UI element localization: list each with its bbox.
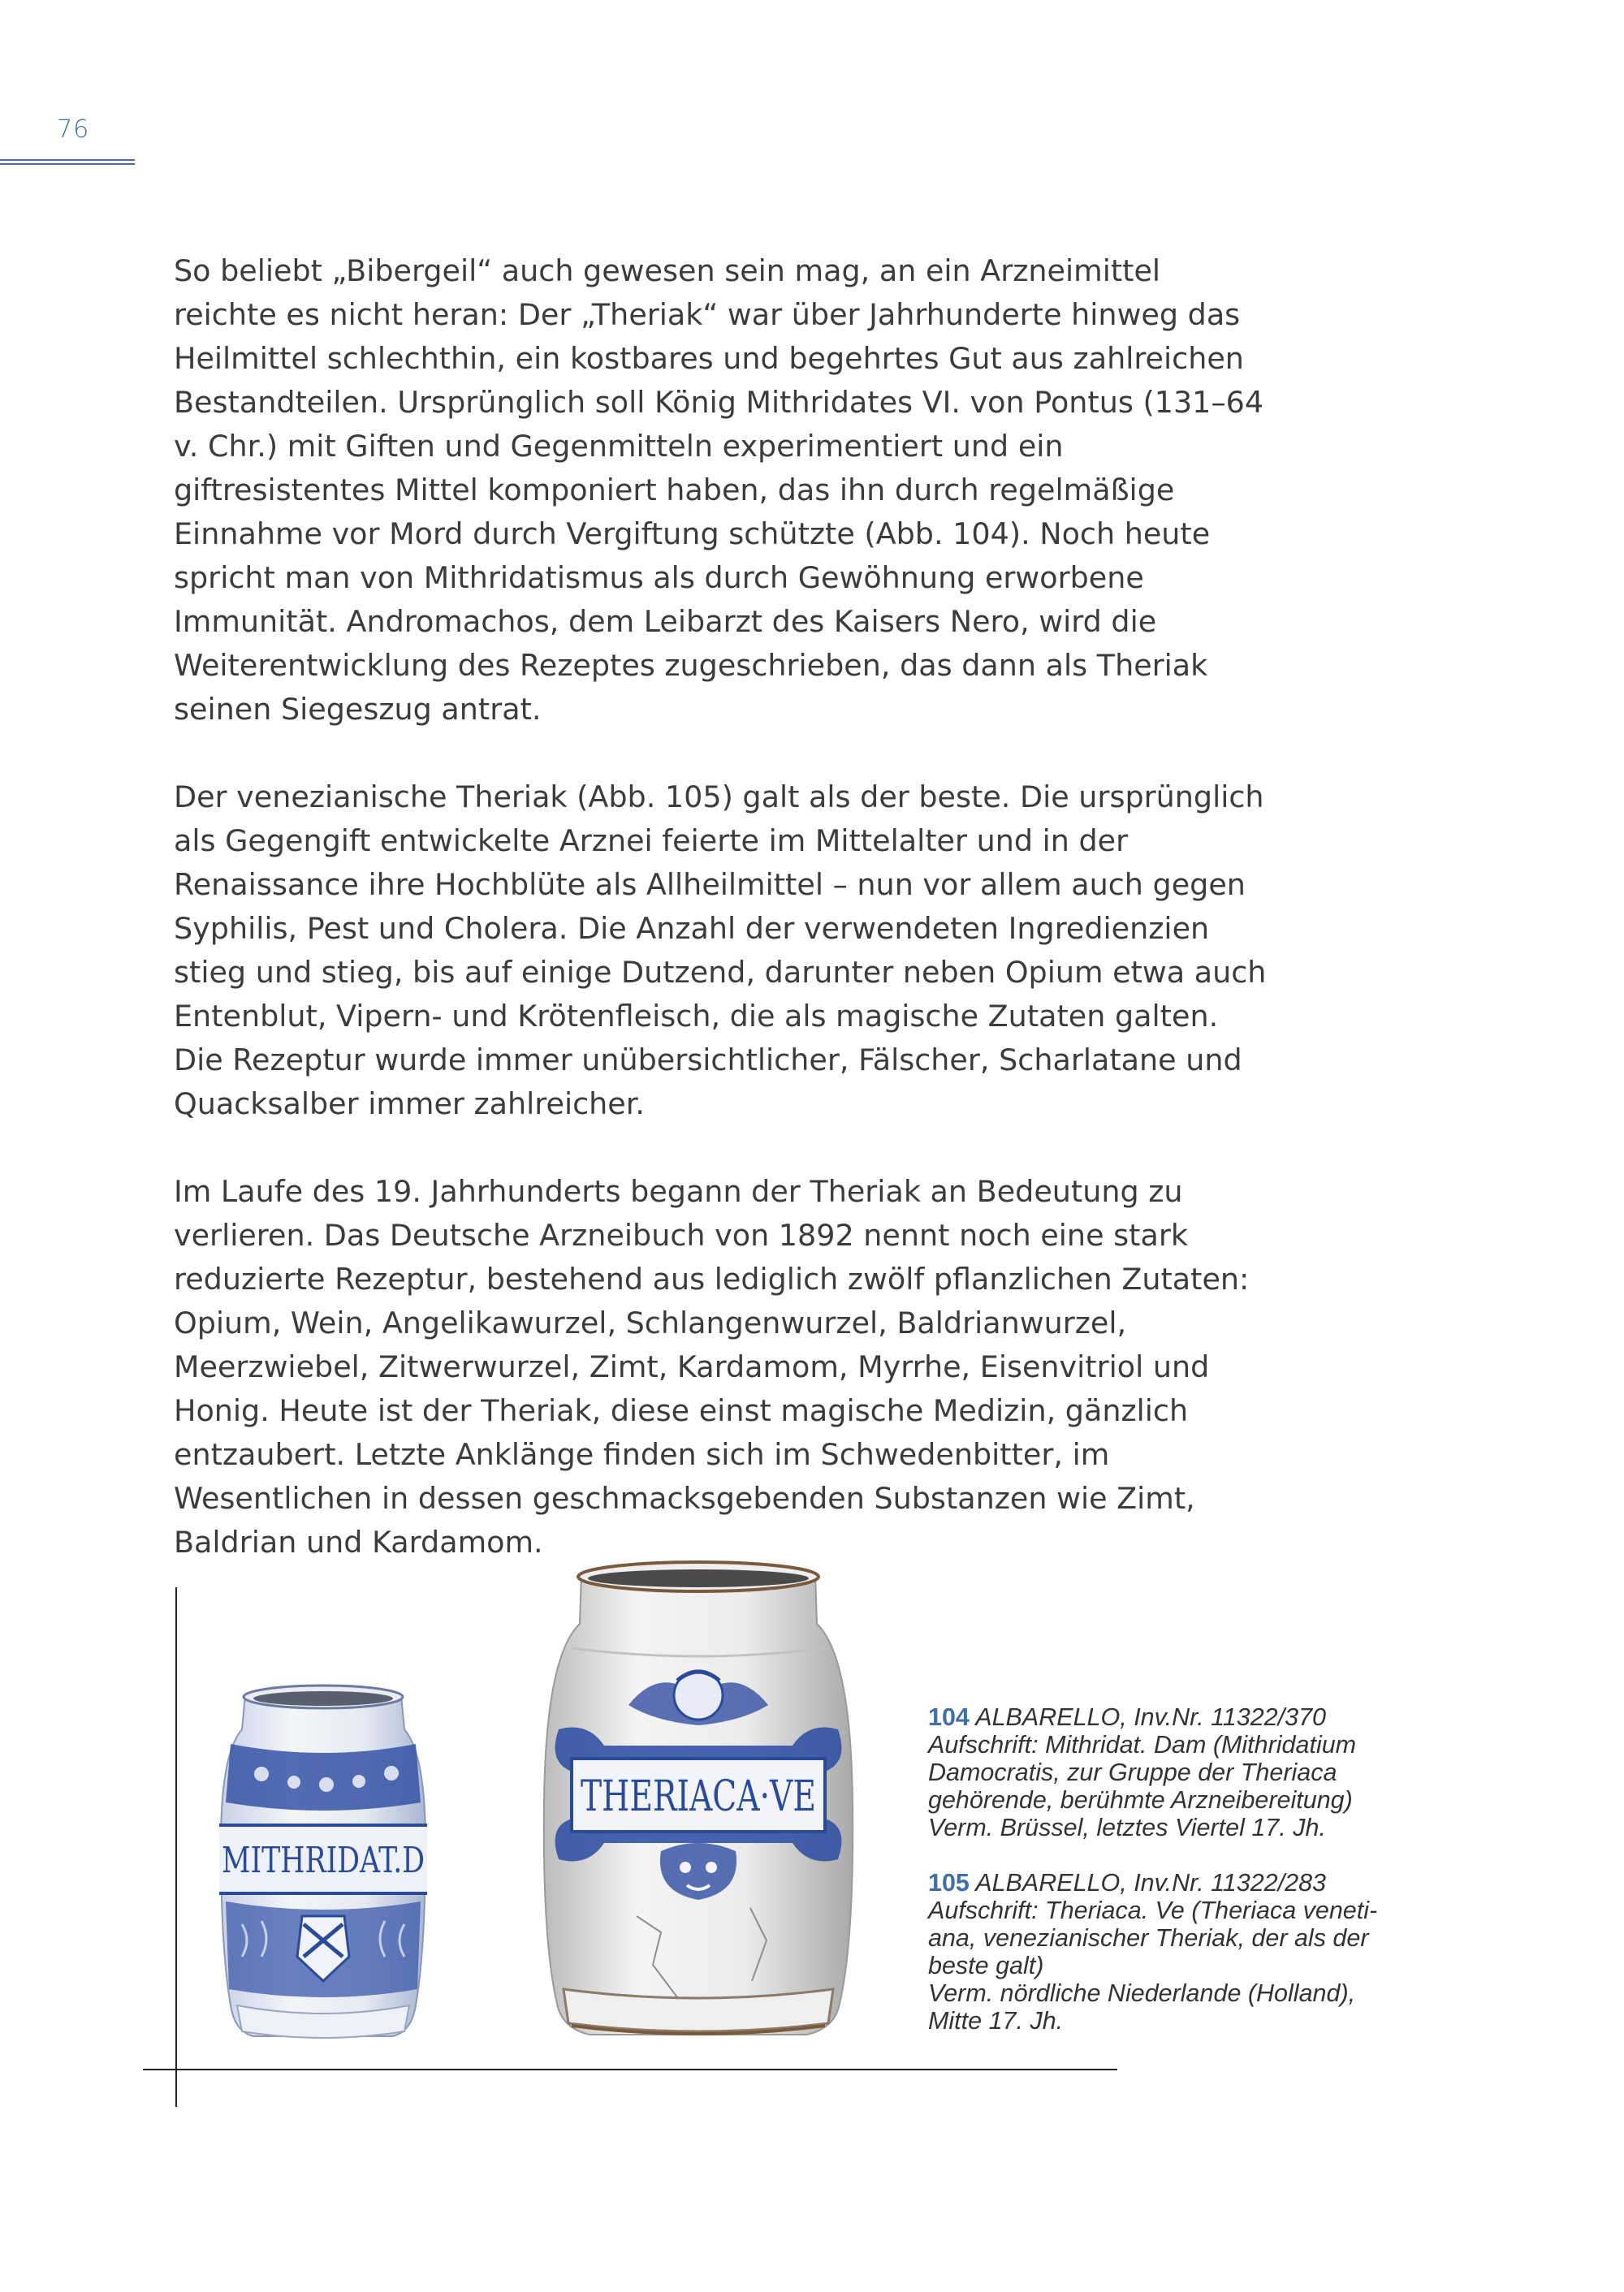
paragraph: Der venezianische Theriak (Abb. 105) galt als der beste. Die ursprünglich als Gegengift entwickelte Arznei feierte im Mittelalter und in der Renaissance ihre Hochblüte als Allheilmittel – nun vor allem auch gegen Syphilis, Pest und Cholera. Die Anzahl der verwendeten Ingredienzien stieg und stieg, bis auf einige Dutzend, darunter neben Opium etwa auch Entenblut, Vipern- und Krötenfleisch, die als magische Zutaten galten. Die Rezeptur wurde immer unübersichtlicher, Fälscher, Scharlatane und Quacksalber immer zahlreicher. [174, 779, 1267, 1121]
caption-104 [928, 1703, 1432, 1841]
caption-line: Aufschrift: Mithridat. Dam (Mithridatium [928, 1731, 1357, 1759]
paragraph: So beliebt „Bibergeil“ auch gewesen sein mag, an ein Arzneimittel reichte es nicht heran: Der „Theriak“ war über Jahrhunderte hinweg das Heilmittel schlechthin, ein kostbares und begehrtes Gut aus zahlreichen Bestandteilen. Ursprünglich soll König Mithridates VI. von Pontus (131–64 v. Chr.) mit Giften und Gegenmitteln experimentiert und ein giftresistentes Mittel komponiert haben, das ihn durch regelmäßige Einnahme vor Mord durch Vergiftung schützte (Abb. 104). Noch heute spricht man von Mithridatismus als durch Gewöhnung erworbene Immunität. Andromachos, dem Leibarzt des Kaisers Nero, wird die Weiterentwicklung des Rezeptes zugeschrieben, das dann als Theriak seinen Siegeszug antrat. [174, 253, 1264, 727]
caption-title: ALBARELLO, Inv.Nr. 11322/283 [975, 1869, 1326, 1897]
header-rule [0, 159, 135, 165]
albarello-105-image [539, 1559, 857, 2046]
caption-line: Aufschrift: Theriaca. Ve (Theriaca veneti- [928, 1897, 1378, 1924]
jar-105-inscription: THERIACA·VE [581, 1772, 816, 1821]
caption-line: beste galt) [928, 1952, 1044, 1979]
figure-horizontal-rule [143, 2069, 1117, 2070]
page-number: 76 [57, 115, 90, 144]
caption-line: Verm. nördliche Niederlande (Holland), [928, 1979, 1356, 2007]
albarello-104-image [213, 1681, 434, 2046]
caption-title: ALBARELLO, Inv.Nr. 11322/370 [975, 1703, 1326, 1731]
caption-105 [928, 1869, 1432, 2035]
figure-vertical-rule [175, 1587, 177, 2107]
jar-104-inscription: MITHRIDAT.D [222, 1840, 425, 1881]
caption-line: Damocratis, zur Gruppe der Theriaca [928, 1759, 1337, 1786]
caption-line: gehörende, berühmte Arzneibereitung) [928, 1786, 1353, 1814]
caption-number: 105 [928, 1869, 970, 1897]
caption-line: Mitte 17. Jh. [928, 2007, 1064, 2035]
caption-line: ana, venezianischer Theriak, der als der [928, 1924, 1369, 1952]
figure-captions [928, 1703, 1432, 2062]
caption-number: 104 [928, 1703, 970, 1731]
paragraph: Im Laufe des 19. Jahrhunderts begann der Theriak an Bedeutung zu verlieren. Das Deutsche Arzneibuch von 1892 nennt noch eine stark reduzierte Rezeptur, bestehend aus lediglich zwölf pflanzlichen Zutaten: Opium, Wein, Angelikawurzel, Schlangenwurzel, Baldrianwurzel, Meerzwiebel, Zitwerwurzel, Zimt, Kardamom, Myrrhe, Eisenvitriol und Honig. Heute ist der Theriak, diese einst magische Medizin, gänzlich entzaubert. Letzte Anklänge finden sich im Schwedenbitter, im Wesentlichen in dessen geschmacksgebenden Substanzen wie Zimt, Baldrian und Kardamom. [174, 1174, 1250, 1560]
body-text [174, 249, 1270, 1608]
caption-line: Verm. Brüssel, letztes Viertel 17. Jh. [928, 1814, 1326, 1841]
